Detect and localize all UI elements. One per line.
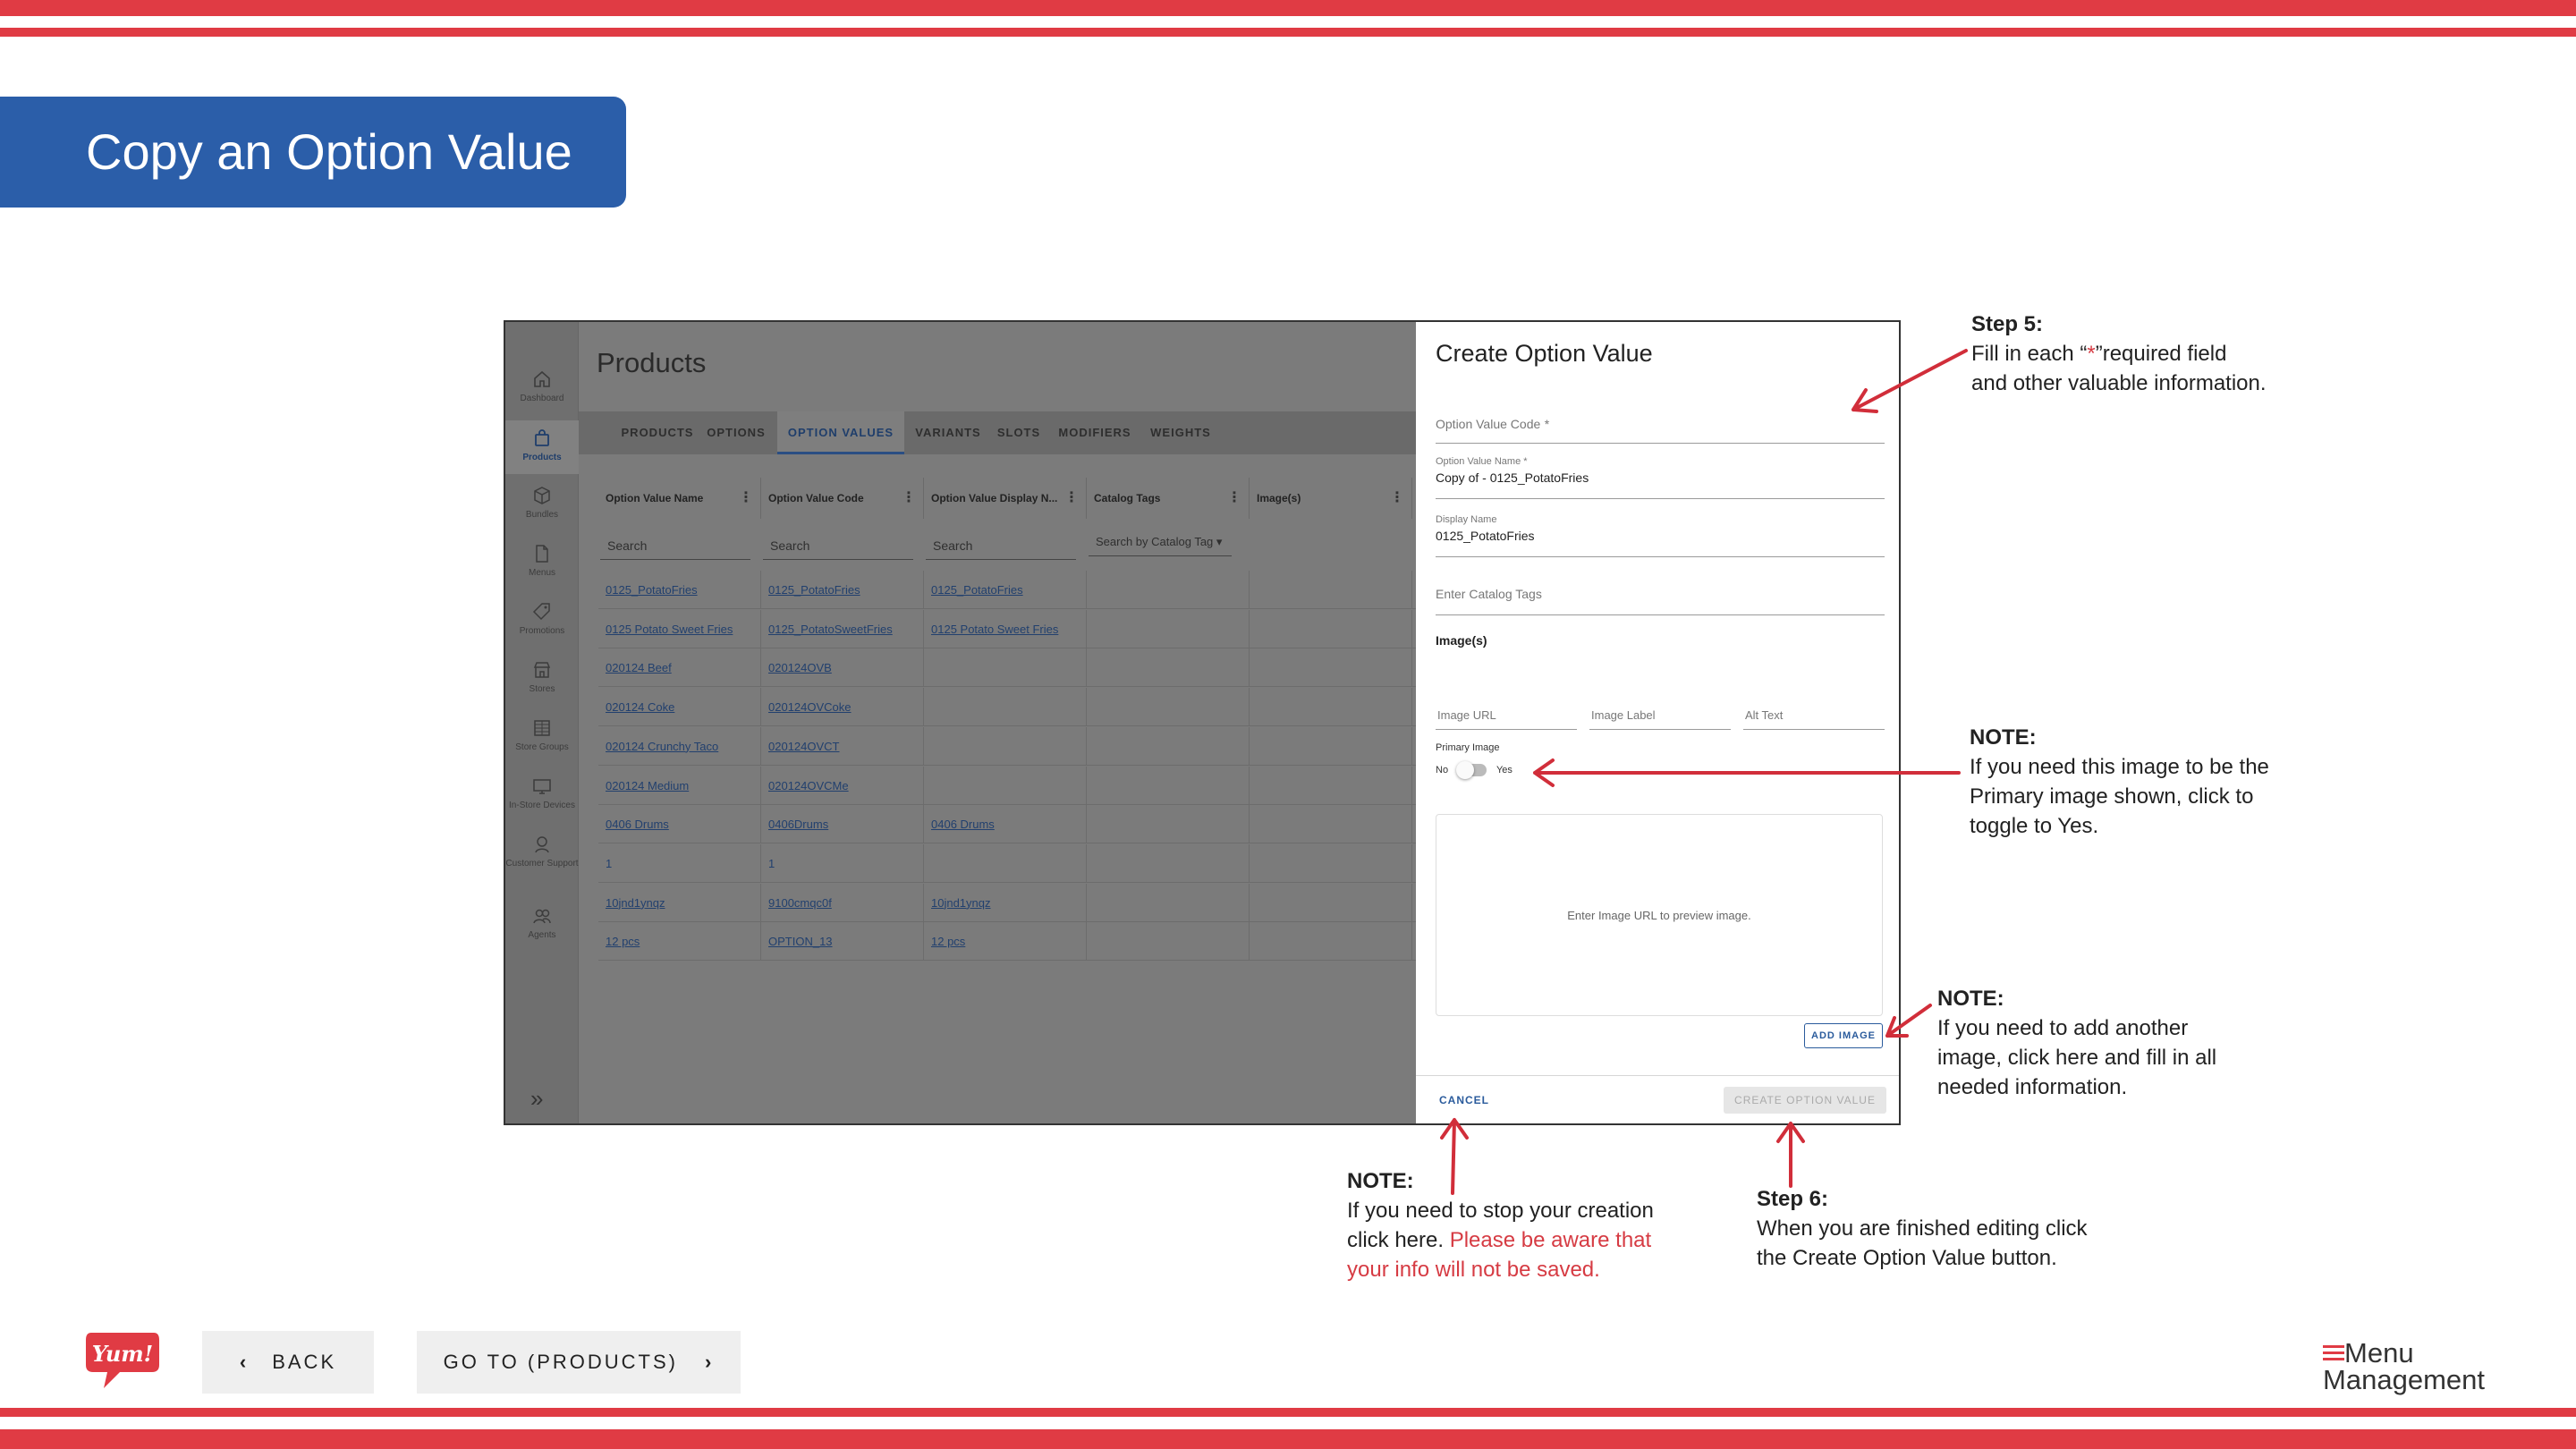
column-header-label: Image(s) <box>1257 492 1301 504</box>
column-menu-icon[interactable]: ⋮ <box>1227 490 1241 505</box>
menu-management-logo <box>2323 1337 2485 1395</box>
toggle-yes-label: Yes <box>1496 764 1513 775</box>
cancel-button[interactable]: CANCEL <box>1439 1094 1489 1106</box>
table-row[interactable] <box>598 764 1493 805</box>
table-cell <box>1087 884 1250 922</box>
table-cell <box>1087 688 1250 726</box>
step5-heading: Step 5: <box>1971 312 2044 336</box>
table-cell[interactable]: 1 <box>761 844 924 883</box>
table-cell[interactable]: 12 pcs <box>598 922 761 961</box>
table-cell <box>1087 610 1250 648</box>
table-cell[interactable]: 020124 Beef <box>598 648 761 687</box>
rail-label: In-Store Devices <box>509 801 575 810</box>
back-button[interactable] <box>202 1331 374 1394</box>
go-to-label: GO TO (PRODUCTS) <box>443 1351 678 1373</box>
column-header[interactable] <box>761 478 924 519</box>
toggle-no-label: No <box>1436 764 1449 775</box>
rail-item-dashboard[interactable] <box>505 369 579 413</box>
tab-slots[interactable]: SLOTS <box>996 426 1041 439</box>
table-cell <box>1087 805 1250 843</box>
note-line: click here. <box>1347 1228 1450 1252</box>
cancel-note <box>1347 1166 1654 1284</box>
note-line: If you need to stop your creation <box>1347 1199 1654 1223</box>
table-cell <box>1250 610 1412 648</box>
chevron-left-icon: ‹ <box>239 1351 250 1373</box>
table-cell <box>1250 688 1412 726</box>
go-to-products-button[interactable] <box>417 1331 741 1394</box>
required-mark: * <box>1544 417 1550 431</box>
store-icon <box>531 659 553 681</box>
search-input[interactable]: Search <box>926 531 1076 560</box>
table-cell[interactable]: 0125_PotatoSweetFries <box>761 610 924 648</box>
table-cell <box>1087 648 1250 687</box>
step5-line2: and other valuable information. <box>1971 371 2267 395</box>
table-cell <box>1250 805 1412 843</box>
table-cell <box>1250 767 1412 805</box>
table-row[interactable] <box>598 844 1493 883</box>
expand-chevron-icon[interactable]: » <box>530 1085 544 1112</box>
table-cell[interactable]: OPTION_13 <box>761 922 924 961</box>
rail-item-stores[interactable] <box>505 659 579 704</box>
table-cell[interactable]: 0125_PotatoFries <box>761 571 924 609</box>
table-cell[interactable]: 020124 Coke <box>598 688 761 726</box>
catalog-tag-select[interactable] <box>1089 528 1232 556</box>
support-icon <box>531 834 553 855</box>
people-icon <box>531 905 553 927</box>
step6-heading: Step 6: <box>1757 1187 1829 1211</box>
slide-title: Copy an Option Value <box>0 97 626 208</box>
table-cell[interactable]: 9100cmqc0f <box>761 884 924 922</box>
tag-icon <box>531 601 553 623</box>
rail-label: Dashboard <box>520 394 564 403</box>
tab-modifiers[interactable]: MODIFIERS <box>1058 426 1131 439</box>
primary-image-label: Primary Image <box>1436 742 1500 753</box>
rail-item-products[interactable] <box>505 420 579 474</box>
option-value-name-field[interactable] <box>1436 456 1885 499</box>
home-icon <box>531 369 553 390</box>
table-cell <box>1250 922 1412 961</box>
table-cell <box>1250 571 1412 609</box>
option-value-code-placeholder: Option Value Code <box>1436 417 1541 431</box>
image-label-input[interactable]: Image Label <box>1589 701 1731 730</box>
table-cell[interactable]: 020124OVCMe <box>761 767 924 805</box>
dialog-title: Create Option Value <box>1436 340 1653 367</box>
primary-image-toggle-row <box>1436 764 1513 776</box>
chevron-right-icon: › <box>704 1351 715 1373</box>
step6-note <box>1757 1184 2088 1273</box>
column-header[interactable] <box>1250 478 1412 519</box>
rail-label: Agents <box>528 930 556 940</box>
top-stripe-2 <box>0 28 2576 37</box>
table-cell[interactable]: 0125_PotatoFries <box>924 571 1087 609</box>
image-preview: Enter Image URL to preview image. <box>1436 814 1883 1016</box>
app-screenshot <box>504 320 1901 1125</box>
rail-label: Menus <box>528 568 555 578</box>
rail-label: Customer Support <box>505 859 579 869</box>
note-line: toggle to Yes. <box>1970 814 2099 838</box>
rail-item-agents[interactable] <box>505 905 579 950</box>
option-value-code-field[interactable] <box>1436 417 1885 444</box>
catalog-tags-field[interactable] <box>1436 587 1885 615</box>
page-title: Products <box>597 347 707 378</box>
table-cell[interactable]: 020124 Crunchy Taco <box>598 727 761 766</box>
tab-options[interactable]: OPTIONS <box>707 426 766 439</box>
column-menu-icon[interactable]: ⋮ <box>902 490 916 505</box>
primary-image-toggle[interactable] <box>1458 764 1487 776</box>
table-row[interactable] <box>598 805 1493 843</box>
rail-label: Store Groups <box>515 742 569 752</box>
table-cell <box>1250 884 1412 922</box>
brand-line2: Management <box>2323 1364 2485 1395</box>
column-header[interactable] <box>1087 478 1250 519</box>
rail-item-bundles[interactable] <box>505 485 579 530</box>
table-row[interactable] <box>598 884 1493 922</box>
rail-item-menus[interactable] <box>505 543 579 588</box>
rail-item-promotions[interactable] <box>505 601 579 646</box>
column-header[interactable] <box>924 478 1087 519</box>
note-heading: NOTE: <box>1937 987 2004 1011</box>
table-cell[interactable]: 020124OVCT <box>761 727 924 766</box>
brand-line1: Menu <box>2344 1337 2414 1368</box>
column-header[interactable] <box>598 478 761 519</box>
tab-option-values[interactable]: OPTION VALUES <box>777 411 904 454</box>
table-cell <box>1087 571 1250 609</box>
menu-lines-icon <box>2323 1345 2344 1360</box>
table-cell[interactable]: 0406Drums <box>761 805 924 843</box>
bottom-stripe-1 <box>0 1408 2576 1417</box>
bottom-stripe-2 <box>0 1429 2576 1449</box>
table-cell[interactable]: 1 <box>598 844 761 883</box>
column-menu-icon[interactable]: ⋮ <box>1390 490 1404 505</box>
rail-label: Bundles <box>525 510 559 520</box>
image-url-input[interactable]: Image URL <box>1436 701 1577 730</box>
rail-item-in-store-devices[interactable] <box>505 775 579 820</box>
table-cell <box>1087 727 1250 766</box>
table-cell <box>1087 922 1250 961</box>
shopping-bag-icon <box>531 428 553 449</box>
toggle-knob <box>1456 761 1474 779</box>
side-rail <box>505 322 579 1123</box>
note-heading: NOTE: <box>1970 725 2037 750</box>
table-cell[interactable]: 020124 Medium <box>598 767 761 805</box>
tab-variants[interactable]: VARIANTS <box>915 426 981 439</box>
warning-text: Please be aware that <box>1449 1228 1652 1252</box>
table-row[interactable] <box>598 727 1493 766</box>
display-name-value: 0125_PotatoFries <box>1436 529 1535 543</box>
tab-bar <box>579 411 1473 454</box>
table-row[interactable] <box>598 688 1493 726</box>
step5-line1a: Fill in each “ <box>1971 342 2088 366</box>
rail-label: Stores <box>529 684 555 694</box>
yum-logo-text: Yum! <box>91 1341 154 1367</box>
table-cell <box>924 648 1087 687</box>
table-cell[interactable]: 0406 Drums <box>924 805 1087 843</box>
column-header-label: Option Value Display N... <box>931 492 1058 504</box>
table-row[interactable] <box>598 610 1493 648</box>
note-line: When you are finished editing click <box>1757 1216 2088 1241</box>
create-option-value-button[interactable]: CREATE OPTION VALUE <box>1724 1087 1886 1114</box>
step5-star: * <box>2087 342 2096 366</box>
add-image-button[interactable]: ADD IMAGE <box>1804 1023 1883 1048</box>
table-cell[interactable]: 0125 Potato Sweet Fries <box>598 610 761 648</box>
table-cell[interactable]: 020124OVB <box>761 648 924 687</box>
catalog-tags-placeholder: Enter Catalog Tags <box>1436 587 1542 601</box>
step5-line1b: ”required field <box>2095 342 2227 366</box>
back-label: BACK <box>272 1351 337 1373</box>
table-cell <box>1250 727 1412 766</box>
column-menu-icon[interactable]: ⋮ <box>1064 490 1079 505</box>
table-cell <box>924 767 1087 805</box>
create-option-value-dialog <box>1416 322 1899 1123</box>
table-cell[interactable]: 10jnd1ynqz <box>598 884 761 922</box>
search-input[interactable]: Search <box>600 531 750 560</box>
table-row[interactable] <box>598 571 1493 609</box>
note-line: image, click here and fill in all <box>1937 1046 2217 1070</box>
table-cell <box>1087 844 1250 883</box>
monitor-icon <box>531 775 553 797</box>
add-image-note <box>1937 984 2216 1102</box>
note-line: Primary image shown, click to <box>1970 784 2254 809</box>
yum-logo <box>84 1329 161 1392</box>
table-cell <box>924 727 1087 766</box>
box-icon <box>531 485 553 506</box>
note-line: If you need to add another <box>1937 1016 2189 1040</box>
caret-down-icon: ▾ <box>1213 535 1223 548</box>
display-name-label: Display Name <box>1436 514 1497 525</box>
table-row[interactable] <box>598 648 1493 687</box>
rail-label: Promotions <box>519 626 565 636</box>
table-cell <box>1250 648 1412 687</box>
primary-image-note <box>1970 723 2269 841</box>
column-header-label: Option Value Name <box>606 492 704 504</box>
rail-item-customer-support[interactable] <box>505 834 579 887</box>
table-cell <box>1250 844 1412 883</box>
tab-weights[interactable]: WEIGHTS <box>1150 426 1211 439</box>
table-row[interactable] <box>598 922 1493 961</box>
table-cell[interactable]: 10jnd1ynqz <box>924 884 1087 922</box>
table-cell <box>924 688 1087 726</box>
search-input[interactable]: Search <box>763 531 913 560</box>
step5-note <box>1971 309 2267 398</box>
tab-products[interactable]: PRODUCTS <box>621 426 694 439</box>
table-cell <box>1087 767 1250 805</box>
note-heading: NOTE: <box>1347 1169 1414 1193</box>
table-cell <box>924 844 1087 883</box>
top-stripe-1 <box>0 0 2576 16</box>
table-cell[interactable]: 12 pcs <box>924 922 1087 961</box>
rail-item-store-groups[interactable] <box>505 717 579 762</box>
table-cell[interactable]: 0125_PotatoFries <box>598 571 761 609</box>
column-header-label: Option Value Code <box>768 492 864 504</box>
table-cell[interactable]: 0125 Potato Sweet Fries <box>924 610 1087 648</box>
table-cell[interactable]: 020124OVCoke <box>761 688 924 726</box>
grid-icon <box>531 717 553 739</box>
images-section-label: Image(s) <box>1436 633 1487 648</box>
document-icon <box>531 543 553 564</box>
catalog-tag-placeholder: Search by Catalog Tag <box>1096 535 1214 548</box>
column-menu-icon[interactable]: ⋮ <box>739 490 753 505</box>
table-cell[interactable]: 0406 Drums <box>598 805 761 843</box>
display-name-field[interactable] <box>1436 514 1885 557</box>
arrow-create <box>1778 1123 1803 1186</box>
warning-text: your info will not be saved. <box>1347 1258 1600 1282</box>
option-value-name-value: Copy of - 0125_PotatoFries <box>1436 470 1589 485</box>
option-value-name-label: Option Value Name * <box>1436 456 1528 467</box>
dialog-footer <box>1416 1075 1899 1123</box>
note-line: the Create Option Value button. <box>1757 1246 2057 1270</box>
rail-label: Products <box>522 453 562 462</box>
note-line: needed information. <box>1937 1075 2128 1099</box>
column-header-label: Catalog Tags <box>1094 492 1161 504</box>
note-line: If you need this image to be the <box>1970 755 2269 779</box>
alt-text-input[interactable]: Alt Text <box>1743 701 1885 730</box>
